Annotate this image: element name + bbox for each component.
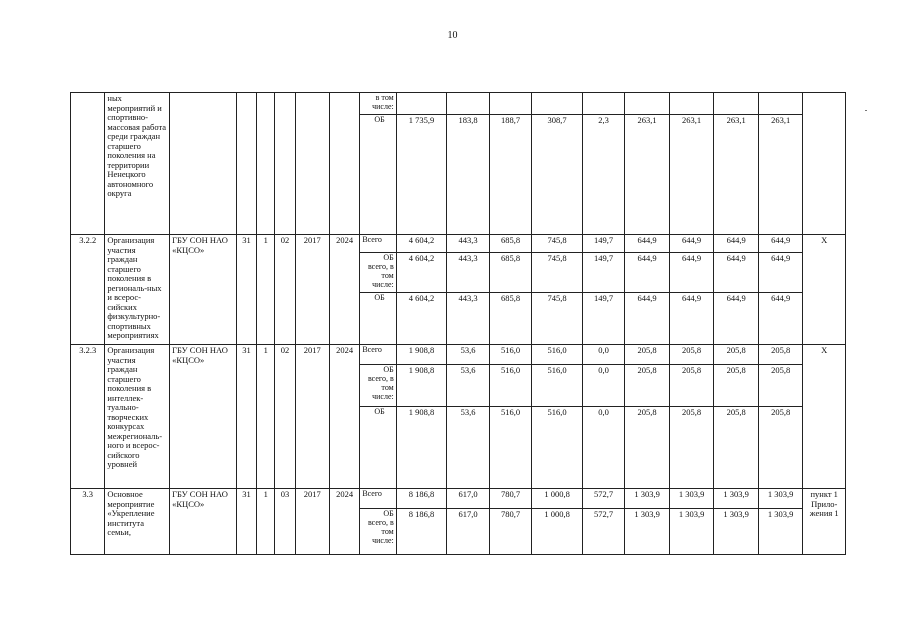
amount-cell: 443,3 (447, 293, 489, 345)
amount-cell: 183,8 (447, 115, 489, 235)
amount-cell: 205,8 (758, 407, 803, 489)
code-2: 1 (257, 235, 275, 345)
amount-cell: 149,7 (582, 293, 624, 345)
amount-cell: 516,0 (532, 365, 583, 407)
amount-cell: 644,9 (714, 235, 759, 253)
amount-cell: 644,9 (758, 253, 803, 293)
code-3 (275, 93, 295, 235)
amount-cell: 53,6 (447, 407, 489, 489)
amount-cell: 4 604,2 (396, 293, 447, 345)
amount-cell: 617,0 (447, 489, 489, 509)
amount-cell: 1 303,9 (758, 489, 803, 509)
amount-cell: 1 303,9 (714, 509, 759, 555)
year-end: 2024 (329, 489, 359, 555)
funding-source: в том числе: (360, 93, 396, 115)
amount-cell: 685,8 (489, 253, 531, 293)
amount-cell: 53,6 (447, 345, 489, 365)
amount-cell: 443,3 (447, 235, 489, 253)
amount-cell: 443,3 (447, 253, 489, 293)
amount-cell: 516,0 (532, 345, 583, 365)
funding-source: ОБ всего, в том числе: (360, 365, 396, 407)
amount-cell: 644,9 (669, 293, 714, 345)
amount-cell: 1 908,8 (396, 365, 447, 407)
amount-cell: 617,0 (447, 509, 489, 555)
amount-cell: 205,8 (625, 345, 670, 365)
amount-cell: 745,8 (532, 293, 583, 345)
funding-source: Всего (360, 345, 396, 365)
amount-cell: 205,8 (714, 407, 759, 489)
amount-cell: 205,8 (758, 365, 803, 407)
amount-cell (532, 93, 583, 115)
amount-cell: 205,8 (714, 345, 759, 365)
row-number: 3.3 (71, 489, 105, 555)
amount-cell: 205,8 (625, 365, 670, 407)
code-1: 31 (236, 345, 256, 489)
amount-cell: 4 604,2 (396, 253, 447, 293)
amount-cell (489, 93, 531, 115)
amount-cell: 780,7 (489, 509, 531, 555)
amount-cell: 205,8 (625, 407, 670, 489)
amount-cell: 644,9 (714, 293, 759, 345)
amount-cell: 685,8 (489, 293, 531, 345)
amount-cell (669, 93, 714, 115)
amount-cell: 516,0 (532, 407, 583, 489)
amount-cell (714, 93, 759, 115)
code-3: 03 (275, 489, 295, 555)
amount-cell: 644,9 (625, 235, 670, 253)
year-start: 2017 (295, 235, 329, 345)
amount-cell: 1 303,9 (669, 509, 714, 555)
year-start: 2017 (295, 489, 329, 555)
code-2: 1 (257, 489, 275, 555)
code-1: 31 (236, 235, 256, 345)
amount-cell: 745,8 (532, 253, 583, 293)
code-3: 02 (275, 235, 295, 345)
code-1 (236, 93, 256, 235)
amount-cell: 53,6 (447, 365, 489, 407)
page-number: 10 (447, 30, 458, 41)
table-row (71, 235, 846, 253)
year-end: 2024 (329, 235, 359, 345)
amount-cell: 8 186,8 (396, 489, 447, 509)
amount-cell: 263,1 (625, 115, 670, 235)
amount-cell: 644,9 (669, 235, 714, 253)
funding-source: ОБ (360, 293, 396, 345)
table-row (71, 345, 846, 365)
amount-cell: 0,0 (582, 345, 624, 365)
amount-cell: 685,8 (489, 235, 531, 253)
year-end: 2024 (329, 345, 359, 489)
amount-cell: 308,7 (532, 115, 583, 235)
amount-cell: 263,1 (714, 115, 759, 235)
amount-cell: 205,8 (714, 365, 759, 407)
table-row (71, 93, 846, 115)
amount-cell: 644,9 (669, 253, 714, 293)
funding-source: Всего (360, 489, 396, 509)
amount-cell: 1 000,8 (532, 489, 583, 509)
amount-cell: 1 303,9 (625, 509, 670, 555)
measure-name: ных мероприятий и спортивно-массовая работа среди граждан старшего поколения на территории Ненецкого автономного округа (105, 93, 170, 235)
note-cell (803, 93, 846, 235)
amount-cell: 1 908,8 (396, 345, 447, 365)
note-cell: пункт 1 Прило-жения 1 (803, 489, 846, 555)
row-number: 3.2.3 (71, 345, 105, 489)
amount-cell: 780,7 (489, 489, 531, 509)
amount-cell: 188,7 (489, 115, 531, 235)
funding-source: ОБ (360, 115, 396, 235)
row-number (71, 93, 105, 235)
funding-source: ОБ всего, в том числе: (360, 509, 396, 555)
table-row (71, 489, 846, 509)
amount-cell: 1 908,8 (396, 407, 447, 489)
amount-cell: 205,8 (758, 345, 803, 365)
amount-cell: 205,8 (669, 365, 714, 407)
amount-cell: 644,9 (625, 253, 670, 293)
amount-cell: 516,0 (489, 345, 531, 365)
year-start (295, 93, 329, 235)
amount-cell (758, 93, 803, 115)
row-number: 3.2.2 (71, 235, 105, 345)
funding-source: Всего (360, 235, 396, 253)
amount-cell: 149,7 (582, 235, 624, 253)
amount-cell: 644,9 (758, 293, 803, 345)
amount-cell (582, 93, 624, 115)
budget-table (70, 92, 846, 555)
amount-cell: 644,9 (625, 293, 670, 345)
amount-cell: 1 735,9 (396, 115, 447, 235)
executor: ГБУ СОН НАО «КЦСО» (170, 235, 237, 345)
amount-cell: 644,9 (714, 253, 759, 293)
code-2: 1 (257, 345, 275, 489)
amount-cell: 205,8 (669, 407, 714, 489)
amount-cell (447, 93, 489, 115)
code-1: 31 (236, 489, 256, 555)
amount-cell: 205,8 (669, 345, 714, 365)
year-start: 2017 (295, 345, 329, 489)
note-cell: Х (803, 345, 846, 489)
amount-cell: 644,9 (758, 235, 803, 253)
amount-cell: 4 604,2 (396, 235, 447, 253)
amount-cell: 263,1 (758, 115, 803, 235)
code-2 (257, 93, 275, 235)
executor (170, 93, 237, 235)
note-cell: Х (803, 235, 846, 345)
year-end (329, 93, 359, 235)
amount-cell: 1 000,8 (532, 509, 583, 555)
amount-cell: 8 186,8 (396, 509, 447, 555)
executor: ГБУ СОН НАО «КЦСО» (170, 489, 237, 555)
amount-cell: 572,7 (582, 509, 624, 555)
amount-cell: 1 303,9 (625, 489, 670, 509)
amount-cell: 516,0 (489, 365, 531, 407)
amount-cell: 516,0 (489, 407, 531, 489)
amount-cell: 745,8 (532, 235, 583, 253)
funding-source: ОБ (360, 407, 396, 489)
amount-cell: 2,3 (582, 115, 624, 235)
measure-name: Основное мероприятие «Укрепление института семьи, (105, 489, 170, 555)
amount-cell: 149,7 (582, 253, 624, 293)
amount-cell: 1 303,9 (669, 489, 714, 509)
amount-cell: 263,1 (669, 115, 714, 235)
measure-name: Организация участия граждан старшего поколения в интеллек-туально-творческих конкурсах межрегиональ-ного и всерос-сийского уровней (105, 345, 170, 489)
funding-source: ОБ всего, в том числе: (360, 253, 396, 293)
scan-speck (865, 110, 867, 111)
amount-cell: 1 303,9 (758, 509, 803, 555)
amount-cell (396, 93, 447, 115)
amount-cell: 1 303,9 (714, 489, 759, 509)
code-3: 02 (275, 345, 295, 489)
executor: ГБУ СОН НАО «КЦСО» (170, 345, 237, 489)
amount-cell: 0,0 (582, 365, 624, 407)
amount-cell: 0,0 (582, 407, 624, 489)
measure-name: Организация участия граждан старшего поколения в региональ-ных и всерос-сийских физкультурно-спортивных мероприятиях (105, 235, 170, 345)
amount-cell (625, 93, 670, 115)
amount-cell: 572,7 (582, 489, 624, 509)
